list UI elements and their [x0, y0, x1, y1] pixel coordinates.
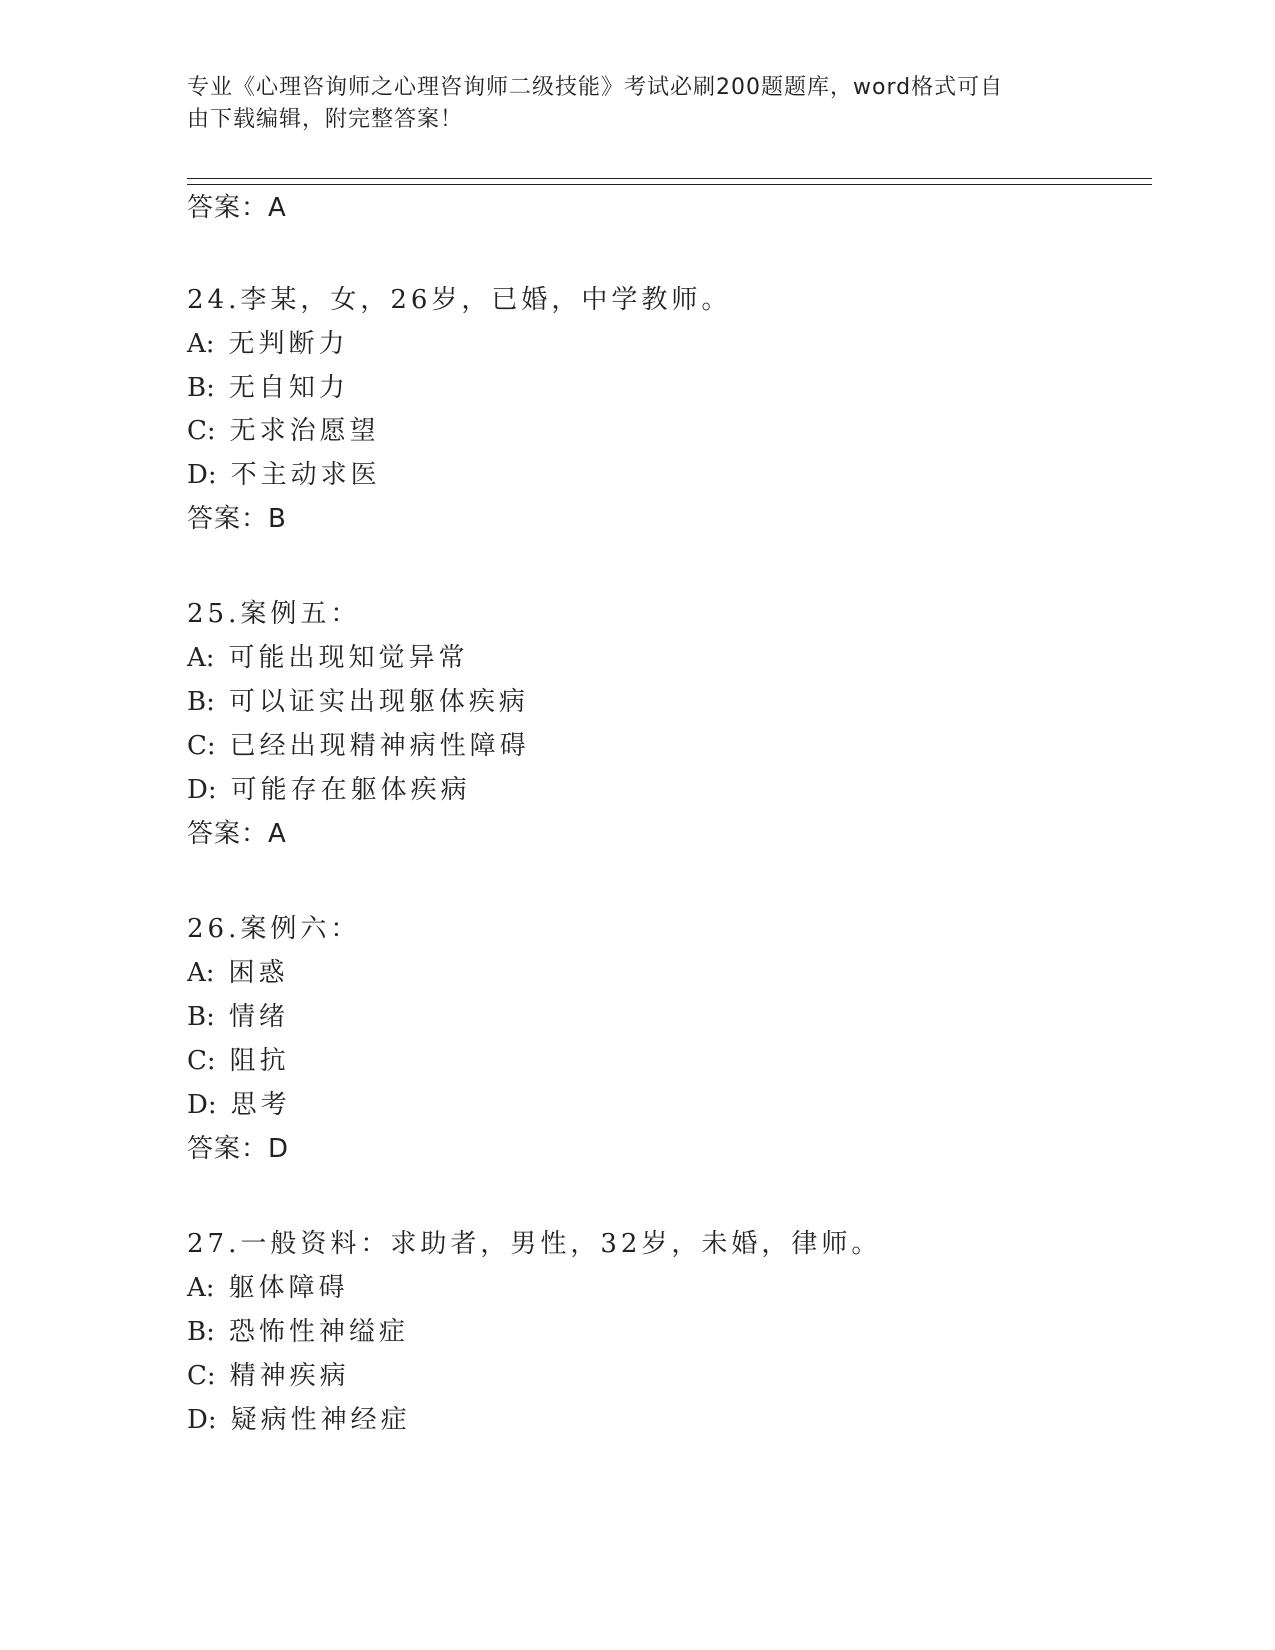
- option-b: [187, 686, 529, 718]
- option-label: D:: [187, 775, 217, 805]
- option-b: [187, 1001, 289, 1033]
- document-header: [187, 72, 1077, 136]
- option-a: [187, 1272, 349, 1304]
- option-label: D:: [187, 460, 217, 490]
- option-d: [187, 459, 381, 491]
- option-label: D:: [187, 1090, 217, 1120]
- option-a: [187, 957, 289, 989]
- option-a: [187, 328, 349, 360]
- option-d: [187, 774, 471, 806]
- option-text: 无判断力: [228, 329, 349, 359]
- answer-line: 答案：A: [187, 193, 287, 223]
- option-b: [187, 1316, 409, 1348]
- question-stem: 26.案例六：: [187, 914, 361, 944]
- option-text: 疑病性神经症: [230, 1405, 411, 1435]
- option-label: B:: [187, 1002, 215, 1032]
- option-label: C:: [187, 1046, 216, 1076]
- option-text: 思考: [230, 1090, 291, 1120]
- question-stem: 27.一般资料：求助者，男性，32岁，未婚，律师。: [187, 1229, 882, 1259]
- option-text: 不主动求医: [230, 460, 381, 490]
- option-d: [187, 1404, 411, 1436]
- option-label: C:: [187, 416, 216, 446]
- option-text: 已经出现精神病性障碍: [229, 731, 530, 761]
- header-double-rule: [187, 178, 1152, 185]
- option-text: 可以证实出现躯体疾病: [228, 687, 529, 717]
- answer-line: 答案：D: [187, 1134, 290, 1164]
- answer-line: 答案：A: [187, 819, 287, 849]
- option-c: [187, 415, 380, 447]
- option-label: A:: [187, 643, 215, 673]
- option-c: [187, 1360, 350, 1392]
- option-text: 困惑: [228, 958, 289, 988]
- option-text: 阻抗: [229, 1046, 290, 1076]
- option-label: A:: [187, 958, 215, 988]
- question-stem: 24.李某，女，26岁，已婚，中学教师。: [187, 285, 732, 315]
- answer-line: 答案：B: [187, 504, 287, 534]
- option-text: 躯体障碍: [228, 1273, 349, 1303]
- option-a: [187, 642, 469, 674]
- option-label: A:: [187, 329, 215, 359]
- option-label: A:: [187, 1273, 215, 1303]
- option-label: B:: [187, 687, 215, 717]
- option-text: 精神疾病: [229, 1361, 350, 1391]
- option-d: [187, 1089, 291, 1121]
- header-line-2: 由下载编辑，附完整答案！: [187, 107, 464, 132]
- option-label: C:: [187, 1361, 216, 1391]
- option-b: [187, 372, 349, 404]
- option-text: 恐怖性神缢症: [228, 1317, 409, 1347]
- option-text: 无自知力: [228, 373, 349, 403]
- option-c: [187, 730, 530, 762]
- option-text: 可能出现知觉异常: [228, 643, 469, 673]
- option-label: B:: [187, 373, 215, 403]
- option-label: C:: [187, 731, 216, 761]
- option-text: 情绪: [228, 1002, 289, 1032]
- option-label: D:: [187, 1405, 217, 1435]
- option-label: B:: [187, 1317, 215, 1347]
- option-text: 无求治愿望: [229, 416, 380, 446]
- option-c: [187, 1045, 290, 1077]
- option-text: 可能存在躯体疾病: [230, 775, 471, 805]
- header-line-1: 专业《心理咨询师之心理咨询师二级技能》考试必刷200题题库，word格式可自: [187, 75, 1004, 100]
- question-stem: 25.案例五：: [187, 599, 361, 629]
